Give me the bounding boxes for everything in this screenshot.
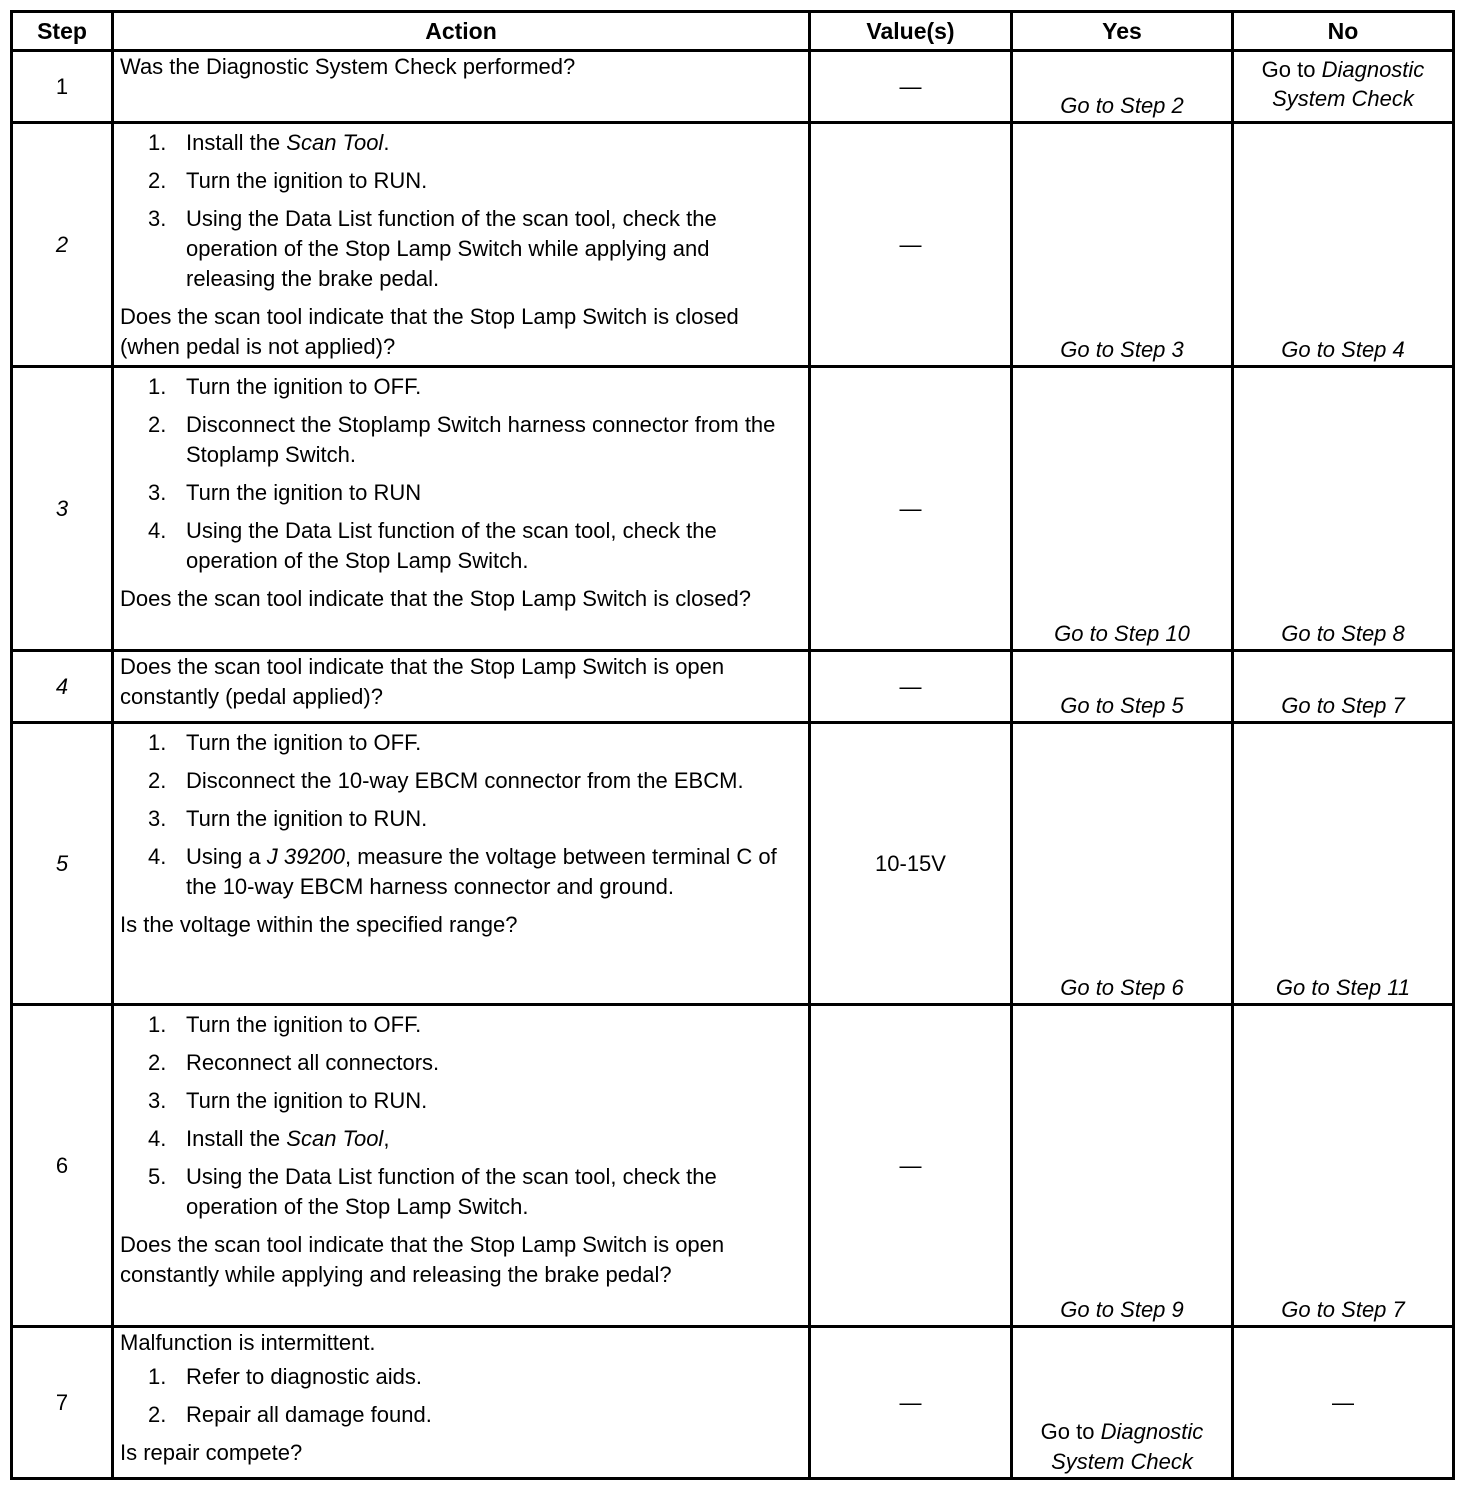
step-number: 2 <box>12 123 113 367</box>
item-text: Disconnect the 10-way EBCM connector from the EBCM. <box>186 768 744 793</box>
item-number: 1. <box>148 1012 167 1037</box>
item-text: . <box>383 130 390 155</box>
item-number: 3. <box>148 1088 167 1113</box>
item-number: 5. <box>148 1164 167 1189</box>
item-text: Disconnect the Stoplamp Switch harness connector from the Stoplamp Switch. <box>186 412 776 467</box>
question-text: Is repair compete? <box>120 1440 303 1465</box>
table-row <box>12 123 1454 367</box>
diagnostic-table <box>10 10 1455 1480</box>
item-number: 1. <box>148 1364 167 1389</box>
item-text: Install the <box>186 1126 287 1151</box>
table-row <box>12 723 1454 1005</box>
header-step: Step <box>12 12 113 51</box>
item-text: , measure the voltage between terminal C of the 10-way EBCM harness connector and ground. <box>186 844 777 899</box>
list-item <box>120 204 802 294</box>
step-list <box>120 1362 802 1430</box>
item-text: Turn the ignition to RUN. <box>186 806 428 831</box>
item-text: Reconnect all connectors. <box>186 1050 440 1075</box>
item-number: 3. <box>148 206 167 231</box>
list-item <box>120 166 802 196</box>
yes-cell: Go to Step 2 <box>1012 51 1233 123</box>
item-emphasis: Scan Tool <box>286 1126 384 1151</box>
table-row <box>12 367 1454 651</box>
item-text: Turn the ignition to RUN <box>186 480 422 505</box>
item-number: 3. <box>148 806 167 831</box>
item-text: Turn the ignition to OFF. <box>186 374 422 399</box>
table-row <box>12 51 1454 123</box>
no-cell: Go to Step 7 <box>1233 651 1454 723</box>
item-number: 2. <box>148 412 167 437</box>
action-cell <box>113 123 810 367</box>
item-text: , <box>383 1126 390 1151</box>
yes-link-text: Diagnostic System Check <box>1051 1419 1204 1474</box>
list-item <box>120 766 802 796</box>
step-number: 1 <box>12 51 113 123</box>
question-text: Is the voltage within the specified range? <box>120 912 518 937</box>
yes-prefix: Go to <box>1040 1419 1101 1444</box>
item-text: Turn the ignition to OFF. <box>186 730 422 755</box>
step-list <box>120 728 802 902</box>
item-number: 1. <box>148 130 167 155</box>
list-item <box>120 478 802 508</box>
list-item <box>120 728 802 758</box>
item-text: Turn the ignition to RUN. <box>186 1088 428 1113</box>
item-number: 2. <box>148 168 167 193</box>
list-item <box>120 842 802 902</box>
item-text: Turn the ignition to OFF. <box>186 1012 422 1037</box>
value-cell: — <box>810 367 1012 651</box>
action-cell <box>113 1005 810 1327</box>
no-cell: Go to Step 8 <box>1233 367 1454 651</box>
action-cell <box>113 51 810 123</box>
no-cell <box>1233 51 1454 123</box>
item-number: 4. <box>148 518 167 543</box>
list-item <box>120 516 802 576</box>
question-text: Does the scan tool indicate that the Stop Lamp Switch is closed? <box>120 586 752 611</box>
value-cell: — <box>810 651 1012 723</box>
step-number: 4 <box>12 651 113 723</box>
header-yes: Yes <box>1012 12 1233 51</box>
intro-text: Malfunction is intermittent. <box>120 1330 376 1355</box>
action-cell <box>113 367 810 651</box>
action-cell <box>113 1327 810 1479</box>
item-text: Using a <box>186 844 267 869</box>
no-link-text: Diagnostic System Check <box>1272 57 1425 111</box>
item-text: Turn the ignition to RUN. <box>186 168 428 193</box>
item-number: 1. <box>148 730 167 755</box>
no-prefix: Go to <box>1261 57 1322 82</box>
header-values: Value(s) <box>810 12 1012 51</box>
yes-cell: Go to Step 6 <box>1012 723 1233 1005</box>
item-text: Using the Data List function of the scan tool, check the operation of the Stop Lamp Switch. <box>186 518 717 573</box>
step-list <box>120 1010 802 1222</box>
step-number: 5 <box>12 723 113 1005</box>
list-item <box>120 804 802 834</box>
item-number: 1. <box>148 374 167 399</box>
table-row <box>12 1327 1454 1479</box>
item-number: 4. <box>148 1126 167 1151</box>
item-text: Repair all damage found. <box>186 1402 432 1427</box>
no-cell: — <box>1233 1327 1454 1479</box>
no-cell: Go to Step 11 <box>1233 723 1454 1005</box>
list-item <box>120 372 802 402</box>
item-text: Using the Data List function of the scan tool, check the operation of the Stop Lamp Switch while applying and releasing the brake pedal. <box>186 206 717 291</box>
list-item <box>120 1048 802 1078</box>
value-cell: — <box>810 123 1012 367</box>
item-number: 3. <box>148 480 167 505</box>
list-item <box>120 1400 802 1430</box>
item-number: 2. <box>148 1402 167 1427</box>
step-number: 6 <box>12 1005 113 1327</box>
item-number: 2. <box>148 1050 167 1075</box>
no-cell: Go to Step 4 <box>1233 123 1454 367</box>
header-row <box>12 12 1454 51</box>
question-text: Does the scan tool indicate that the Stop Lamp Switch is open constantly (pedal applied)? <box>120 654 725 709</box>
item-emphasis: J 39200 <box>266 844 346 869</box>
step-number: 3 <box>12 367 113 651</box>
table-row <box>12 1005 1454 1327</box>
list-item <box>120 1086 802 1116</box>
item-number: 2. <box>148 768 167 793</box>
step-list <box>120 128 802 294</box>
question-text: Was the Diagnostic System Check performed? <box>120 54 576 79</box>
header-action: Action <box>113 12 810 51</box>
question-text: Does the scan tool indicate that the Stop Lamp Switch is open constantly while applying and releasing the brake pedal? <box>120 1232 725 1287</box>
value-cell: — <box>810 1005 1012 1327</box>
yes-cell: Go to Step 5 <box>1012 651 1233 723</box>
yes-cell: Go to Step 10 <box>1012 367 1233 651</box>
action-cell <box>113 651 810 723</box>
list-item <box>120 1010 802 1040</box>
item-text: Refer to diagnostic aids. <box>186 1364 423 1389</box>
value-cell: — <box>810 1327 1012 1479</box>
table-row <box>12 651 1454 723</box>
item-text: Using the Data List function of the scan tool, check the operation of the Stop Lamp Switch. <box>186 1164 717 1219</box>
list-item <box>120 1362 802 1392</box>
item-emphasis: Scan Tool <box>286 130 384 155</box>
value-cell: 10-15V <box>810 723 1012 1005</box>
question-text: Does the scan tool indicate that the Stop Lamp Switch is closed (when pedal is not applied)? <box>120 304 739 359</box>
item-number: 4. <box>148 844 167 869</box>
action-cell <box>113 723 810 1005</box>
list-item <box>120 410 802 470</box>
step-list <box>120 372 802 576</box>
step-number: 7 <box>12 1327 113 1479</box>
list-item <box>120 1124 802 1154</box>
item-text: Install the <box>186 130 287 155</box>
yes-cell: Go to Step 9 <box>1012 1005 1233 1327</box>
no-cell: Go to Step 7 <box>1233 1005 1454 1327</box>
yes-cell <box>1012 1327 1233 1479</box>
list-item <box>120 1162 802 1222</box>
value-cell: — <box>810 51 1012 123</box>
list-item <box>120 128 802 158</box>
header-no: No <box>1233 12 1454 51</box>
yes-cell: Go to Step 3 <box>1012 123 1233 367</box>
